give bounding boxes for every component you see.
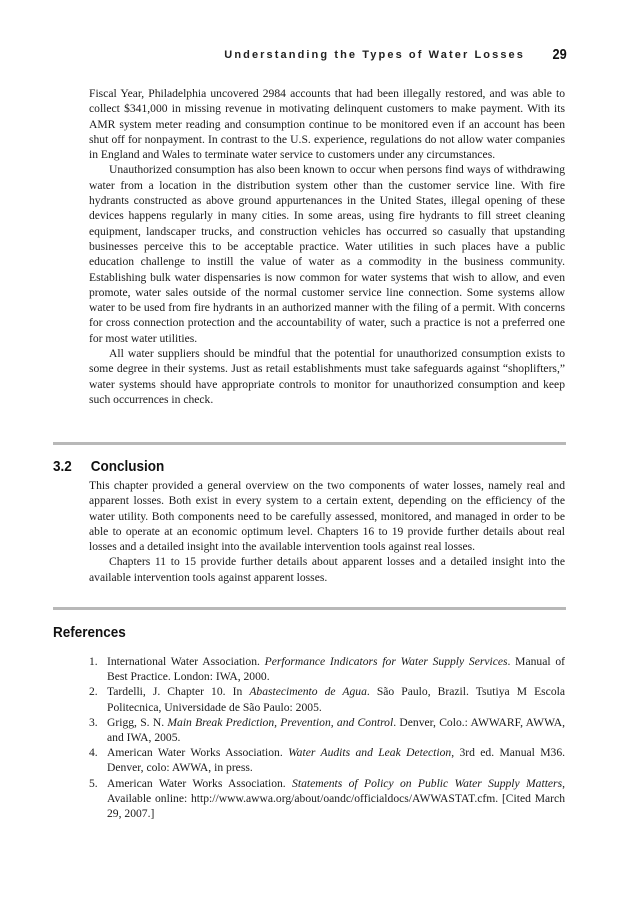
reference-text: , Available online: http://www.awwa.org/about/oandc/officialdocs/AWWASTAT.cfm. [Cited March 29, 2007.]: [107, 776, 565, 821]
page-number: 29: [552, 46, 567, 63]
section-heading-references: References: [53, 624, 126, 641]
reference-number: 5.: [89, 776, 98, 790]
section-divider: [53, 607, 566, 610]
reference-text: American Water Works Association.: [107, 746, 289, 760]
reference-text: American Water Works Association.: [107, 776, 293, 790]
reference-title: Main Break Prediction, Prevention, and Control: [167, 715, 394, 729]
section-title: Conclusion: [90, 458, 165, 475]
list-item: [89, 684, 565, 714]
reference-number: 1.: [89, 655, 98, 668]
reference-title: Water Audits and Leak Detection: [288, 746, 452, 760]
paragraph: This chapter provided a general overview on the two components of water losses, namely real and apparent losses. Both exist in every system to a certain extent, depending on the efficiency of the water utility. Both components need to be carefully assessed, monitored, and managed in order to be able to operate at an economic optimum level. Chapters 16 to 19 provide further details about real losses and a detailed insight into the available intervention tools against real losses.: [89, 479, 565, 554]
reference-text: International Water Association.: [107, 655, 265, 668]
body-text-conclusion: [89, 478, 565, 585]
references-list: [89, 654, 565, 821]
section-number: 3.2: [53, 458, 72, 475]
reference-text: Tardelli, J. Chapter 10. In: [107, 685, 250, 699]
reference-text: . Denver, Colo.: AWWARF, AWWA, and IWA, 2005.: [107, 715, 566, 745]
reference-text: Grigg, S. N.: [107, 715, 168, 729]
list-item: [89, 715, 565, 745]
running-head-title: Understanding the Types of Water Losses: [224, 49, 525, 61]
reference-number: 3.: [89, 715, 98, 729]
list-item: [89, 654, 565, 684]
paragraph: Fiscal Year, Philadelphia uncovered 2984 accounts that had been illegally restored, and was able to collect $341,000 in missing revenue in motivating delinquent customers to make payment. With its AMR system meter reading and consumption continue to be monitored even if an account has been shut off for nonpayment. In contrast to the U.S. experience, regulations do not allow water companies in England and Wales to terminate water service to customers under any circumstances.: [89, 87, 565, 162]
reference-text: . São Paulo, Brazil. Tsutiya M Escola Politecnica, Universidade de São Paulo: 2005.: [107, 685, 565, 714]
section-divider: [53, 442, 566, 445]
running-head: [89, 46, 565, 66]
list-item: [89, 745, 565, 775]
body-text-top: [89, 86, 565, 407]
reference-number: 2.: [89, 685, 98, 699]
reference-text: . Manual of Best Practice. London: IWA, 2000.: [107, 655, 565, 684]
paragraph: All water suppliers should be mindful that the potential for unauthorized consumption exists to some degree in their systems. Just as retail establishments must take safeguards against “shoplifters,” water systems should have appropriate controls to monitor for unauthorized consumption and keep such occurrences in check.: [89, 347, 565, 406]
section-heading-conclusion: [53, 458, 164, 475]
list-item: [89, 776, 565, 822]
reference-text: , 3rd ed. Manual M36. Denver, colo: AWWA, in press.: [107, 746, 566, 775]
reference-title: Performance Indicators for Water Supply Services: [264, 655, 508, 668]
reference-title: Statements of Policy on Public Water Supply Matters: [292, 776, 563, 790]
paragraph: Chapters 11 to 15 provide further details about apparent losses and a detailed insight into the available intervention tools against apparent losses.: [89, 555, 565, 584]
paragraph: Unauthorized consumption has also been known to occur when persons find ways of withdrawing water from a location in the distribution system other than the customer service line. With fire hydrants constructed as above ground appurtenances in the United States, illegal opening of these devices happens regularly in many cities. In some areas, using fire hydrants to fill street cleaning equipment, landscaper trucks, and construction vehicles has occurred so casually that upstanding businesses perceive this to be acceptable practice. Water utilities in such places have a public education challenge to instill the value of water as a commodity in the business community. Establishing bulk water dispensaries is now common for water systems that wish to allow, and even promote, water sales outside of the normal customer service line connection. Some systems allow water to be used from fire hydrants in an authorized manner with the filing of a permit. With concerns for cross connection protection and the accountability of water, such a practice is not a preferred one for most water utilities.: [89, 163, 565, 345]
reference-number: 4.: [89, 746, 98, 760]
reference-title: Abastecimento de Agua: [249, 685, 367, 699]
